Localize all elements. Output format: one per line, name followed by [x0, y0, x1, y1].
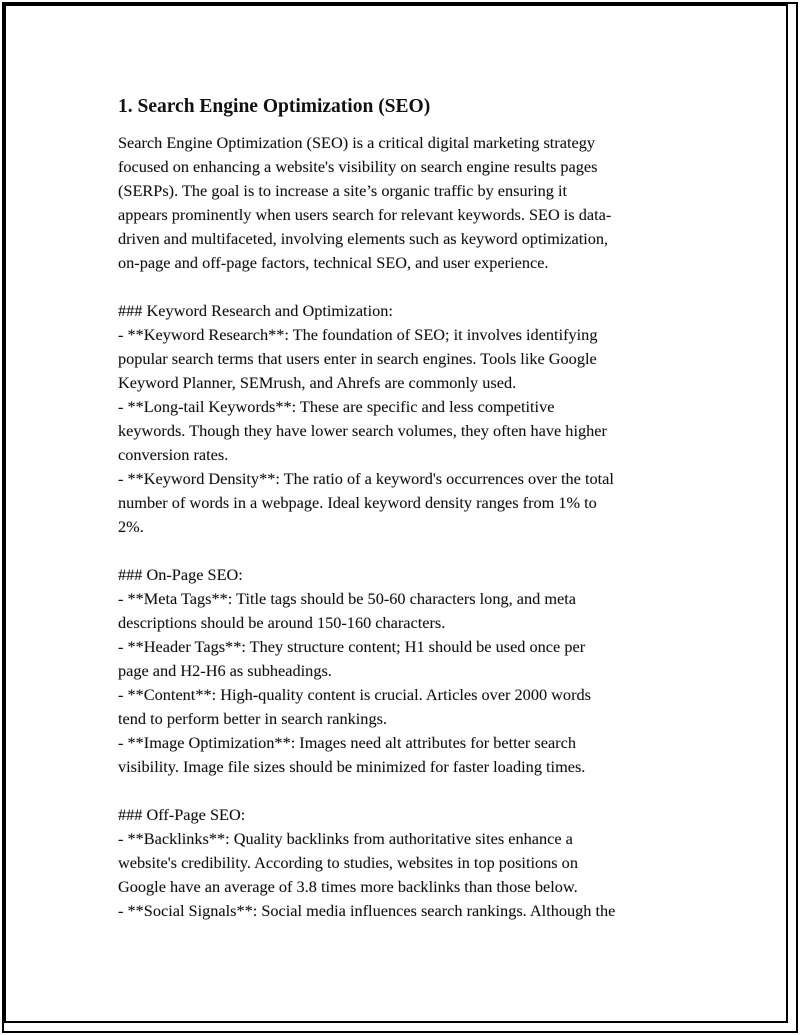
blank-line — [118, 275, 693, 299]
text-line: - **Long-tail Keywords**: These are specific and less competitive — [118, 397, 555, 416]
text-line: focused on enhancing a website's visibility on search engine results pages — [118, 157, 598, 176]
text-line: tend to perform better in search rankings. — [118, 709, 387, 728]
text-line: Keyword Planner, SEMrush, and Ahrefs are commonly used. — [118, 373, 517, 392]
text-line: - **Keyword Density**: The ratio of a keyword's occurrences over the total — [118, 469, 614, 488]
text-line: - **Meta Tags**: Title tags should be 50-60 characters long, and meta — [118, 589, 576, 608]
text-line: number of words in a webpage. Ideal keyword density ranges from 1% to — [118, 493, 597, 512]
section-heading-off-page-seo: ### Off-Page SEO: — [118, 805, 246, 824]
text-line: - **Content**: High-quality content is crucial. Articles over 2000 words — [118, 685, 591, 704]
text-line: - **Social Signals**: Social media influences search rankings. Although the — [118, 901, 616, 920]
text-line: Google have an average of 3.8 times more backlinks than those below. — [118, 877, 578, 896]
text-line: popular search terms that users enter in search engines. Tools like Google — [118, 349, 597, 368]
text-line: (SERPs). The goal is to increase a site’s organic traffic by ensuring it — [118, 181, 567, 200]
text-line: - **Backlinks**: Quality backlinks from authoritative sites enhance a — [118, 829, 573, 848]
blank-line — [118, 779, 693, 803]
text-line: website's credibility. According to studies, websites in top positions on — [118, 853, 578, 872]
text-line: Search Engine Optimization (SEO) is a critical digital marketing strategy — [118, 133, 595, 152]
text-line: - **Image Optimization**: Images need alt attributes for better search — [118, 733, 576, 752]
document-body — [118, 94, 693, 923]
text-line: 2%. — [118, 517, 144, 536]
document-title: 1. Search Engine Optimization (SEO) — [118, 96, 431, 117]
text-line: page and H2-H6 as subheadings. — [118, 661, 332, 680]
text-line: on-page and off-page factors, technical SEO, and user experience. — [118, 253, 549, 272]
document-text — [118, 131, 693, 923]
text-line: - **Keyword Research**: The foundation of SEO; it involves identifying — [118, 325, 598, 344]
text-line: - **Header Tags**: They structure content; H1 should be used once per — [118, 637, 586, 656]
text-line: keywords. Though they have lower search volumes, they often have higher — [118, 421, 607, 440]
text-line: conversion rates. — [118, 445, 229, 464]
section-heading-on-page-seo: ### On-Page SEO: — [118, 565, 243, 584]
section-heading-keyword-research: ### Keyword Research and Optimization: — [118, 301, 393, 320]
text-line: appears prominently when users search for relevant keywords. SEO is data- — [118, 205, 612, 224]
text-line: driven and multifaceted, involving elements such as keyword optimization, — [118, 229, 609, 248]
text-line: visibility. Image file sizes should be minimized for faster loading times. — [118, 757, 586, 776]
text-line: descriptions should be around 150-160 characters. — [118, 613, 446, 632]
blank-line — [118, 539, 693, 563]
